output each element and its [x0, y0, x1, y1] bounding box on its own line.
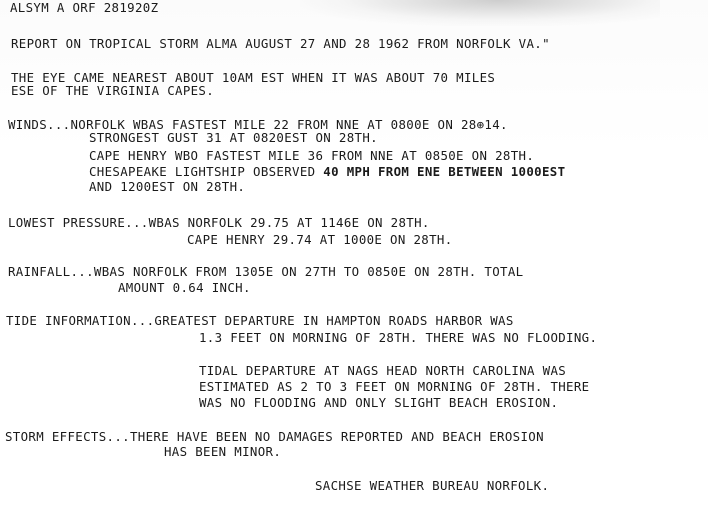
eye-line-1: THE EYE CAME NEAREST ABOUT 10AM EST WHEN IT WAS ABOUT 70 MILES	[11, 70, 496, 85]
winds-line-1: WINDS...NORFOLK WBAS FASTEST MILE 22 FROM NNE AT 0800E ON 28⊕14.	[8, 117, 508, 132]
pressure-line-1: LOWEST PRESSURE...WBAS NORFOLK 29.75 AT 1146E ON 28TH.	[8, 215, 430, 230]
winds-line-3: CAPE HENRY WBO FASTEST MILE 36 FROM NNE AT 0850E ON 28TH.	[89, 148, 535, 163]
winds-line-4: CHESAPEAKE LIGHTSHIP OBSERVED 40 MPH FROM ENE BETWEEN 1000EST	[89, 164, 566, 179]
winds-line-2: STRONGEST GUST 31 AT 0820EST ON 28TH.	[89, 130, 378, 145]
tide-line-4: ESTIMATED AS 2 TO 3 FEET ON MORNING OF 28TH. THERE	[199, 379, 590, 394]
tide-line-2: 1.3 FEET ON MORNING OF 28TH. THERE WAS NO FLOODING.	[199, 330, 598, 345]
signature: SACHSE WEATHER BUREAU NORFOLK.	[315, 478, 550, 493]
paper-smudge	[300, 0, 660, 26]
report-title: REPORT ON TROPICAL STORM ALMA AUGUST 27 AND 28 1962 FROM NORFOLK VA."	[11, 36, 550, 51]
effects-line-2: HAS BEEN MINOR.	[164, 444, 282, 459]
tide-line-1: TIDE INFORMATION...GREATEST DEPARTURE IN HAMPTON ROADS HARBOR WAS	[6, 313, 514, 328]
rainfall-line-1: RAINFALL...WBAS NORFOLK FROM 1305E ON 27TH TO 0850E ON 28TH. TOTAL	[8, 264, 524, 279]
winds-line-5: AND 1200EST ON 28TH.	[89, 179, 246, 194]
tide-line-3: TIDAL DEPARTURE AT NAGS HEAD NORTH CAROLINA WAS	[199, 363, 567, 378]
tide-line-5: WAS NO FLOODING AND ONLY SLIGHT BEACH EROSION.	[199, 395, 559, 410]
message-header: ALSYM A ORF 281920Z	[10, 0, 159, 15]
effects-line-1: STORM EFFECTS...THERE HAVE BEEN NO DAMAGES REPORTED AND BEACH EROSION	[5, 429, 544, 444]
eye-line-2: ESE OF THE VIRGINIA CAPES.	[11, 83, 215, 98]
pressure-line-2: CAPE HENRY 29.74 AT 1000E ON 28TH.	[187, 232, 453, 247]
rainfall-line-2: AMOUNT 0.64 INCH.	[118, 280, 251, 295]
